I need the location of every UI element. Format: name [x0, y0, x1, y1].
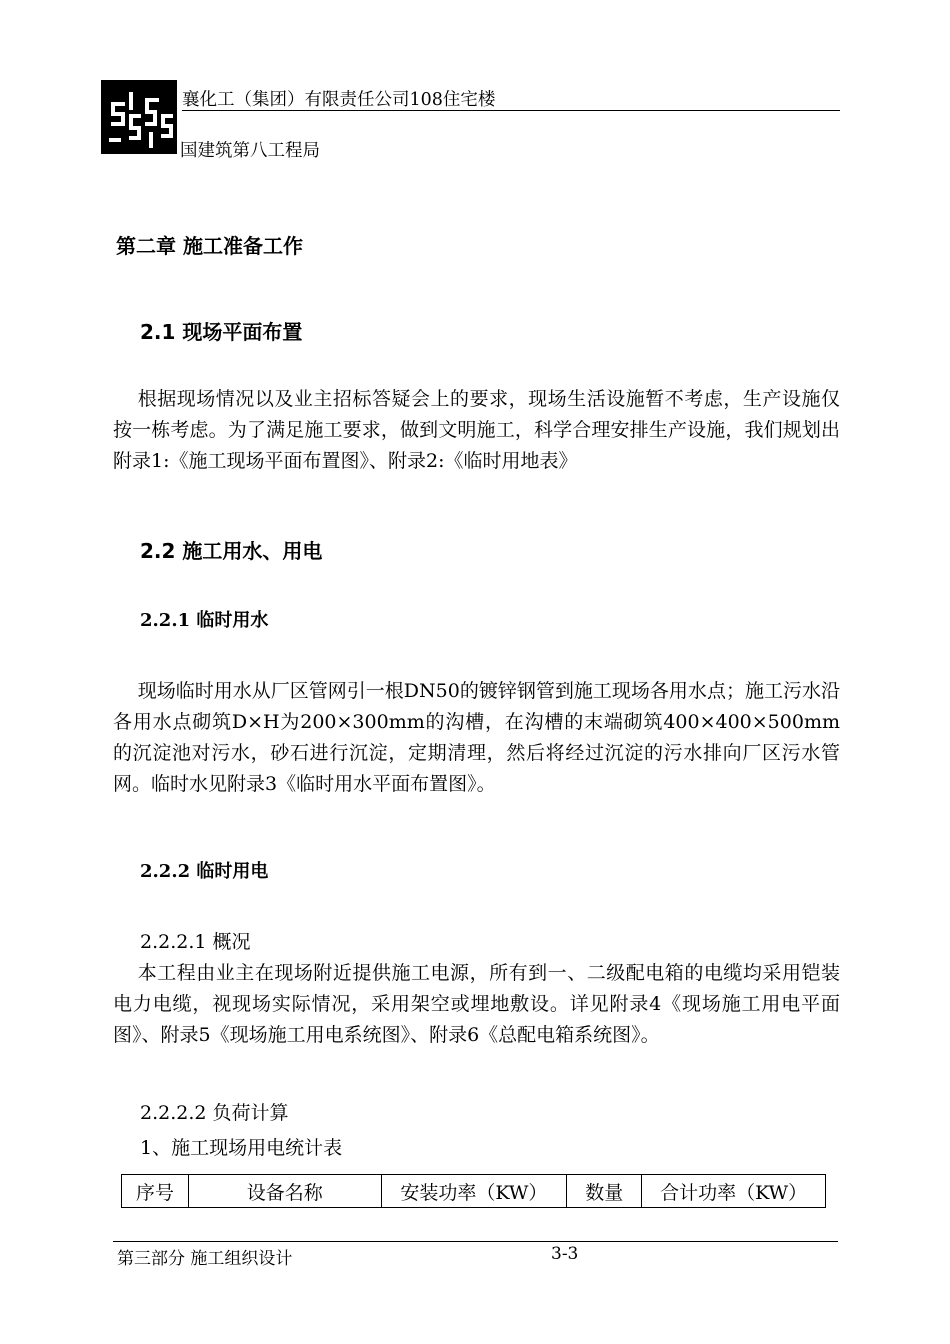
footer-divider — [113, 1241, 838, 1242]
table-caption: 1、施工现场用电统计表 — [140, 1137, 343, 1159]
chapter-title: 第二章 施工准备工作 — [116, 234, 303, 258]
company-name: 国建筑第八工程局 — [180, 141, 320, 161]
footer-part-title: 第三部分 施工组织设计 — [117, 1249, 293, 1269]
table-header-cell: 安装功率（KW） — [381, 1175, 567, 1208]
subsection-heading-2-2-2: 2.2.2 临时用电 — [140, 861, 269, 882]
section-heading-2-2: 2.2 施工用水、用电 — [140, 539, 323, 563]
section-2-1-body: 根据现场情况以及业主招标答疑会上的要求，现场生活设施暂不考虑，生产设施仅按一栋考虑。为了满足施工要求，做到文明施工，科学合理安排生产设施，我们规划出附录1:《施工现场平面布置图》、附录2:《临时用地表》 — [113, 388, 840, 472]
table-header-cell: 合计功率（KW） — [642, 1175, 826, 1208]
table-header-cell: 数量 — [567, 1175, 642, 1208]
item-2-2-2-2-title: 2.2.2.2 负荷计算 — [140, 1102, 289, 1124]
table-header-row — [122, 1175, 826, 1208]
project-title: 襄化工（集团）有限责任公司108住宅楼 — [182, 90, 496, 110]
table-header-cell: 设备名称 — [188, 1175, 381, 1208]
item-2-2-2-1-title: 2.2.2.1 概况 — [140, 931, 251, 953]
company-logo — [101, 80, 177, 154]
header-divider — [182, 110, 840, 111]
item-2-2-2-1-body: 本工程由业主在现场附近提供施工电源，所有到一、二级配电箱的电缆均采用铠装电力电缆，视现场实际情况，采用架空或埋地敷设。详见附录4《现场施工用电平面图》、附录5《现场施工用电系统图》、附录6《总配电箱系统图》。 — [113, 962, 840, 1046]
power-statistics-table — [121, 1174, 826, 1208]
page-number: 3-3 — [551, 1244, 579, 1264]
subsection-heading-2-2-1: 2.2.1 临时用水 — [140, 610, 269, 631]
subsection-2-2-1-body: 现场临时用水从厂区管网引一根DN50的镀锌钢管到施工现场各用水点；施工污水沿各用水点砌筑D×H为200×300mm的沟槽，在沟槽的末端砌筑400×400×500mm的沉淀池对污水，砂石进行沉淀，定期清理，然后将经过沉淀的污水排向厂区污水管网。临时水见附录3《临时用水平面布置图》。 — [113, 680, 840, 795]
table-header-cell: 序号 — [122, 1175, 189, 1208]
section-heading-2-1: 2.1 现场平面布置 — [140, 320, 303, 344]
